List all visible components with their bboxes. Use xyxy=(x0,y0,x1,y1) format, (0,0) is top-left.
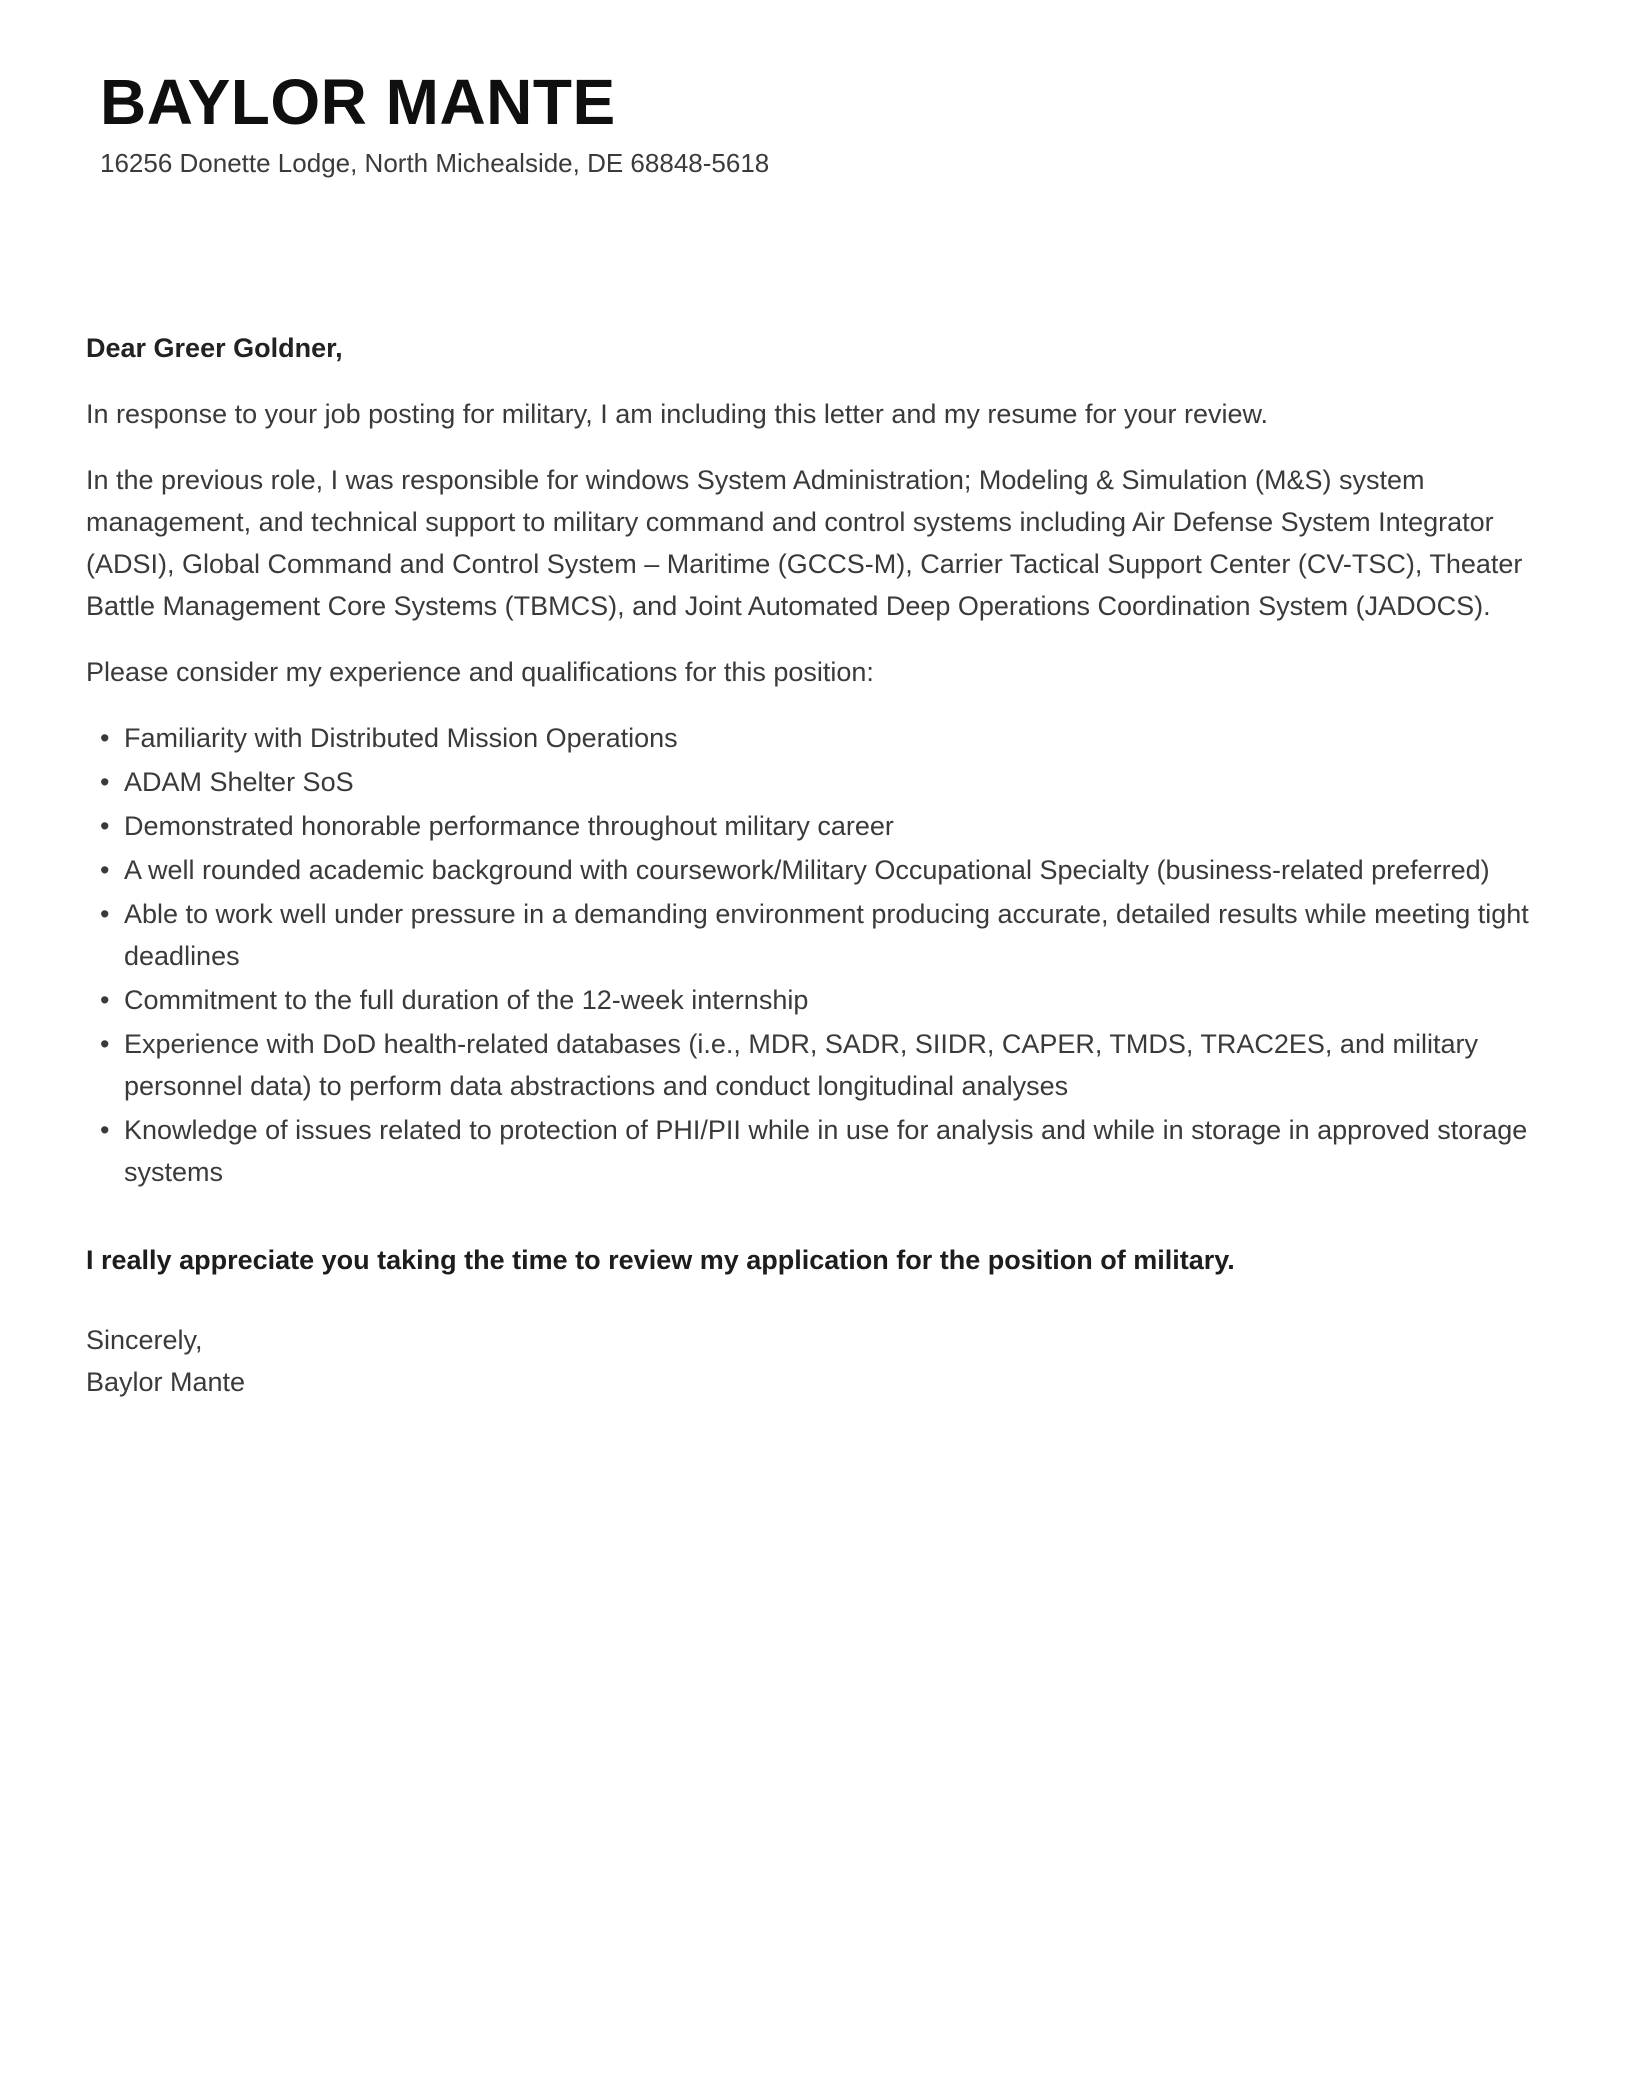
sender-name: BAYLOR MANTE xyxy=(100,66,616,138)
qualifications-list xyxy=(86,717,1546,1193)
list-item: • Able to work well under pressure in a demanding environment producing accurate, detailed results while meeting tight deadlines xyxy=(86,893,1546,977)
list-item: • A well rounded academic background with coursework/Military Occupational Specialty (business-related preferred) xyxy=(86,849,1546,891)
signoff xyxy=(86,1319,1546,1403)
list-item: • ADAM Shelter SoS xyxy=(86,761,1546,803)
list-item: • Experience with DoD health-related databases (i.e., MDR, SADR, SIIDR, CAPER, TMDS, TRAC2ES, and military personnel data) to perform data abstractions and conduct longitudinal analyses xyxy=(86,1023,1546,1107)
list-item: • Demonstrated honorable performance throughout military career xyxy=(86,805,1546,847)
list-item: • Commitment to the full duration of the 12-week internship xyxy=(86,979,1546,1021)
paragraph-previous-role: In the previous role, I was responsible for windows System Administration; Modeling & Simulation (M&S) system management, and technical support to military command and control systems including Air Defense System Integrator (ADSI), Global Command and Control System – Maritime (GCCS-M), Carrier Tactical Support Center (CV-TSC), Theater Battle Management Core Systems (TBMCS), and Joint Automated Deep Operations Coordination System (JADOCS). xyxy=(86,465,1523,622)
closing-statement: I really appreciate you taking the time to review my application for the position of military. xyxy=(86,1245,1235,1276)
list-item: • Familiarity with Distributed Mission Operations xyxy=(86,717,1546,759)
greeting: Dear Greer Goldner, xyxy=(86,333,343,364)
paragraph-consider: Please consider my experience and qualifications for this position: xyxy=(86,657,874,688)
signoff-name: Baylor Mante xyxy=(86,1367,246,1398)
paragraph-intro: In response to your job posting for military, I am including this letter and my resume for your review. xyxy=(86,399,1269,430)
letterhead xyxy=(86,66,1546,179)
letter-body xyxy=(86,327,1546,1403)
list-item: • Knowledge of issues related to protection of PHI/PII while in use for analysis and while in storage in approved storage systems xyxy=(86,1109,1546,1193)
signoff-sincerely: Sincerely, xyxy=(86,1325,203,1356)
sender-address: 16256 Donette Lodge, North Michealside, DE 68848-5618 xyxy=(100,148,770,178)
